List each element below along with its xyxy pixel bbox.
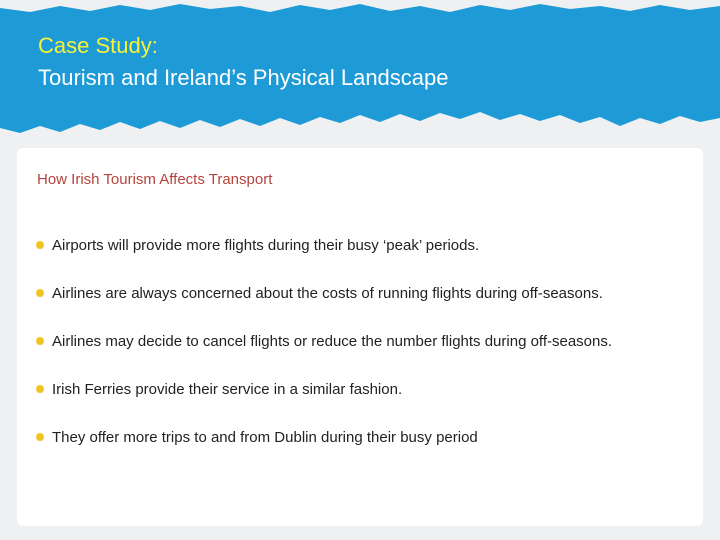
title-case-study: Case Study: xyxy=(38,33,158,58)
bullet-list xyxy=(36,236,612,476)
bullet-dot-icon xyxy=(36,385,44,393)
list-item xyxy=(36,380,612,428)
bullet-dot-icon xyxy=(36,289,44,297)
list-item xyxy=(36,428,612,476)
bullet-dot-icon xyxy=(36,337,44,345)
title-banner xyxy=(0,0,720,140)
list-item xyxy=(36,236,612,284)
page-title: Tourism and Ireland’s Physical Landscape xyxy=(38,65,449,90)
bullet-text: Airports will provide more flights during their busy ‘peak’ periods. xyxy=(52,237,480,254)
bullet-text: They offer more trips to and from Dublin during their busy period xyxy=(52,429,478,446)
section-subtitle: How Irish Tourism Affects Transport xyxy=(37,171,273,188)
list-item xyxy=(36,284,612,332)
list-item xyxy=(36,332,612,380)
bullet-dot-icon xyxy=(36,241,44,249)
bullet-text: Irish Ferries provide their service in a similar fashion. xyxy=(52,381,403,398)
content-card xyxy=(17,148,703,526)
bullet-text: Airlines are always concerned about the costs of running flights during off-seasons. xyxy=(52,285,603,302)
bullet-dot-icon xyxy=(36,433,44,441)
bullet-text: Airlines may decide to cancel flights or reduce the number flights during off-seasons. xyxy=(52,333,613,350)
